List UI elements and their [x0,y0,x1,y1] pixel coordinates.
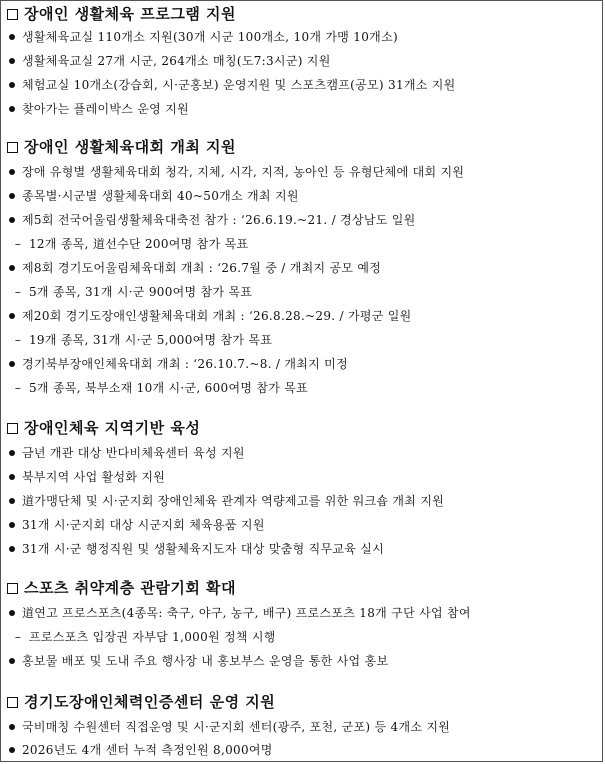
checkbox-square-icon [7,583,18,594]
dash-marker: – [14,630,22,644]
bullet-item: 제5회 전국어울림생활체육대축전 참가 : ‘26.6.19.~21. / 경상남도 일원 [7,210,416,230]
bullet-item: 북부지역 사업 활성화 지원 [7,467,165,487]
bullet-item: 생활체육교실 110개소 지원(30개 시군 100개소, 10개 가맹 10개소) [7,27,398,47]
bullet-dot-icon [9,193,15,199]
bullet-dot-icon [9,265,15,271]
bullet-dot-icon [9,361,15,367]
dash-item: – 5개 종목, 북부소재 10개 시·군, 600여명 참가 목표 [7,378,308,398]
checkbox-square-icon [7,9,18,20]
section-heading: 장애인 생활체육 프로그램 지원 [7,3,236,25]
bullet-item: 생활체육교실 27개 시군, 264개소 매칭(도7:3시군) 지원 [7,51,331,71]
section-heading: 경기도장애인체력인증센터 운영 지원 [7,691,275,713]
bullet-item: 장애 유형별 생활체육대회 청각, 지체, 시각, 지적, 농아인 등 유형단체에 대회 지원 [7,162,464,182]
checkbox-square-icon [7,697,18,708]
section-heading: 장애인 생활체육대회 개최 지원 [7,136,236,158]
bullet-item: 31개 시·군지회 대상 시군지회 체육용품 지원 [7,515,265,535]
bullet-dot-icon [9,658,15,664]
dash-marker: – [14,381,22,395]
bullet-dot-icon [9,169,15,175]
dash-marker: – [14,285,22,299]
bullet-item: 31개 시·군 행정직원 및 생활체육지도자 대상 맞춤형 직무교육 실시 [7,539,384,559]
checkbox-square-icon [7,423,18,434]
bullet-dot-icon [9,522,15,528]
bullet-item: 종목별·시군별 생활체육대회 40~50개소 개최 지원 [7,186,299,206]
bullet-dot-icon [9,82,15,88]
bullet-item: 道가맹단체 및 시·군지회 장애인체육 관계자 역량제고를 위한 워크숍 개최 지원 [7,491,444,511]
dash-marker: – [14,237,22,251]
bullet-item: 홍보물 배포 및 도내 주요 행사장 내 홍보부스 운영을 통한 사업 홍보 [7,651,388,671]
bullet-item: 2026년도 4개 센터 누적 측정인원 8,000여명 [7,740,273,760]
bullet-dot-icon [9,498,15,504]
bullet-dot-icon [9,610,15,616]
dash-item: – 프로스포츠 입장권 자부담 1,000원 정책 시행 [7,627,276,647]
bullet-dot-icon [9,34,15,40]
bullet-item: 경기북부장애인체육대회 개최 : ‘26.10.7.~8. / 개최지 미정 [7,354,348,374]
dash-marker: – [14,333,22,347]
bullet-dot-icon [9,58,15,64]
bullet-dot-icon [9,474,15,480]
bullet-item: 제20회 경기도장애인생활체육대회 개최 : ‘26.8.28.~29. / 가평군 일원 [7,306,412,326]
bullet-dot-icon [9,217,15,223]
bullet-item: 금년 개관 대상 반다비체육센터 육성 지원 [7,443,245,463]
bullet-dot-icon [9,724,15,730]
bullet-item: 국비매칭 수원센터 직접운영 및 시·군지회 센터(광주, 포천, 군포) 등 4개소 지원 [7,717,450,737]
section-heading: 스포츠 취약계층 관람기회 확대 [7,577,236,599]
bullet-item: 道연고 프로스포츠(4종목: 축구, 야구, 농구, 배구) 프로스포츠 18개 구단 사업 참여 [7,603,471,623]
bullet-dot-icon [9,450,15,456]
bullet-item: 찾아가는 플레이박스 운영 지원 [7,99,189,119]
bullet-dot-icon [9,747,15,753]
dash-item: – 5개 종목, 31개 시·군 900여명 참가 목표 [7,282,252,302]
bullet-dot-icon [9,313,15,319]
section-heading: 장애인체육 지역기반 육성 [7,417,200,439]
bullet-dot-icon [9,106,15,112]
dash-item: – 19개 종목, 31개 시·군 5,000여명 참가 목표 [7,330,272,350]
dash-item: – 12개 종목, 道선수단 200여명 참가 목표 [7,234,248,254]
bullet-item: 체험교실 10개소(강습회, 시·군홍보) 운영지원 및 스포츠캠프(공모) 31개소 지원 [7,75,456,95]
bullet-item: 제8회 경기도어울림체육대회 개최 : ‘26.7월 중 / 개최지 공모 예정 [7,258,381,278]
bullet-dot-icon [9,546,15,552]
checkbox-square-icon [7,142,18,153]
